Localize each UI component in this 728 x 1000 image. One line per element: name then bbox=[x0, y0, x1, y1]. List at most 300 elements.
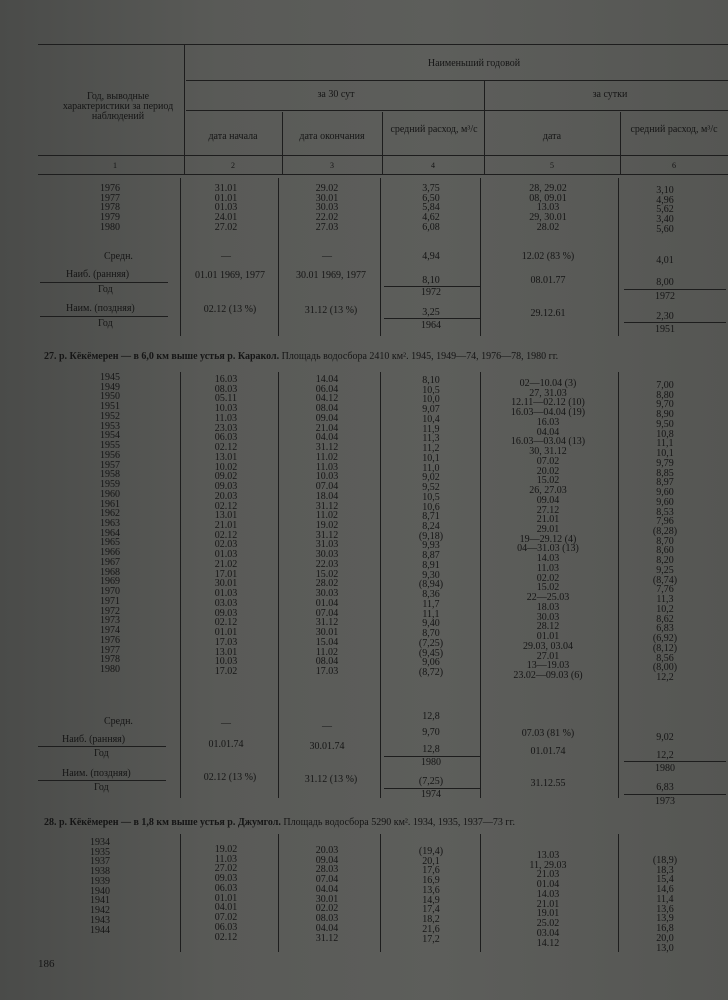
block1-min-label: Наим. (поздняя) bbox=[66, 303, 135, 314]
s27-years-cell: 1960 bbox=[100, 488, 120, 500]
s28-mean-flow-30 bbox=[396, 847, 466, 944]
column-rule bbox=[278, 834, 279, 952]
section-28-details: Площадь водосбора 5290 км². 1934, 1935, 1937—73 гг. bbox=[280, 817, 515, 828]
s27-mean-flow-30-cell: 10,6 bbox=[422, 501, 440, 513]
s28-years-cell: 1937 bbox=[90, 856, 110, 868]
s28-mean-flow-1-cell: 14,6 bbox=[656, 884, 674, 896]
column-rule bbox=[618, 372, 619, 798]
column-rule bbox=[480, 372, 481, 798]
s27-day-dates-cell: 13—19.03 bbox=[526, 660, 570, 672]
s28-years-cell: 1940 bbox=[90, 885, 110, 897]
s27-mean-flow-1-cell: 7,76 bbox=[656, 584, 674, 596]
header-main-label: Наименьший годовой bbox=[427, 58, 521, 69]
s28-day-dates bbox=[490, 851, 606, 948]
s27-years-cell: 1945 bbox=[100, 372, 120, 383]
s27-mean-flow-30-cell: 11,0 bbox=[422, 462, 440, 474]
block1-year-label-2: Год bbox=[98, 318, 113, 329]
s27-max-c4-year: 1980 bbox=[421, 757, 441, 768]
block1-start-dates-cell: 01.01 bbox=[214, 192, 238, 204]
s27-start-dates-cell: 02.12 bbox=[214, 442, 238, 454]
s27-min-label: Наим. (поздняя) bbox=[62, 768, 131, 779]
block1-min-c5: 29.12.61 bbox=[530, 308, 566, 319]
s27-max-c5: 01.01.74 bbox=[530, 746, 566, 757]
s27-years-cell: 1949 bbox=[100, 381, 120, 393]
block1-mean-flow-30-cell: 3,75 bbox=[422, 183, 440, 194]
s27-day-dates-cell: 04—31.03 (13) bbox=[517, 543, 579, 555]
header-col-3: дата окончания bbox=[299, 131, 365, 142]
s27-max-c6: 12,2 bbox=[656, 750, 674, 761]
block1-end-dates-cell: 22.02 bbox=[315, 212, 339, 224]
column-rule bbox=[180, 834, 181, 952]
s27-end-dates bbox=[292, 375, 362, 677]
block1-mean-flow-30-cell: 6,08 bbox=[422, 221, 440, 233]
s28-day-dates-cell: 21.01 bbox=[536, 898, 560, 910]
s27-day-dates-cell: 29.03, 03.04 bbox=[523, 640, 573, 652]
s28-start-dates-cell: 07.02 bbox=[214, 912, 238, 924]
block1-min-c4-year: 1964 bbox=[421, 320, 441, 331]
s27-mean-flow-30-cell: 11,9 bbox=[422, 423, 440, 435]
s27-mean-flow-1 bbox=[630, 381, 700, 683]
s27-day-dates-cell: 01.01 bbox=[536, 631, 560, 643]
s27-mean-flow-30-cell: 9,52 bbox=[422, 482, 440, 494]
header-rule bbox=[186, 80, 728, 81]
s27-years-cell: 1953 bbox=[100, 420, 120, 432]
s27-end-dates-cell: 31.12 bbox=[315, 442, 339, 454]
s27-mean-flow-1-cell: 7,96 bbox=[656, 516, 674, 528]
column-rule bbox=[480, 834, 481, 952]
s27-end-dates-cell: 21.04 bbox=[315, 422, 339, 434]
s27-mean-flow-30-cell: 8,70 bbox=[422, 628, 440, 640]
s27-end-dates-cell: 07.04 bbox=[315, 607, 339, 619]
s27-mean-flow-1-cell: 8,20 bbox=[656, 555, 674, 567]
s27-years-cell: 1955 bbox=[100, 440, 120, 452]
s27-min-c3: 31.12 (13 %) bbox=[304, 774, 358, 785]
s28-years-cell: 1934 bbox=[90, 837, 110, 848]
s27-years-cell: 1954 bbox=[100, 430, 120, 442]
s27-max-label: Наиб. (ранняя) bbox=[62, 734, 126, 745]
s28-end-dates bbox=[292, 846, 362, 943]
s28-mean-flow-1-cell: 18,3 bbox=[656, 864, 674, 876]
s27-mean-flow-1-cell: 11,3 bbox=[656, 594, 674, 606]
s27-mean-flow-1-cell: 8,80 bbox=[656, 389, 674, 401]
s27-day-dates-cell: 12.11—02.12 (10) bbox=[511, 397, 585, 409]
s27-start-dates bbox=[196, 375, 256, 677]
s27-end-dates-cell: 31.12 bbox=[315, 529, 339, 541]
s27-end-dates-cell: 22.03 bbox=[315, 558, 339, 570]
fraction-rule bbox=[384, 318, 480, 319]
col-number-1: 1 bbox=[113, 161, 117, 170]
s28-start-dates bbox=[196, 845, 256, 942]
s27-years-cell: 1959 bbox=[100, 479, 120, 491]
col-number-2: 2 bbox=[231, 161, 235, 170]
s27-mean-flow-30-cell: 10,4 bbox=[422, 413, 440, 425]
s27-start-dates-cell: 01.03 bbox=[214, 588, 238, 600]
s27-end-dates-cell: 14.04 bbox=[315, 374, 339, 385]
s27-end-dates-cell: 15.04 bbox=[315, 636, 339, 648]
s28-end-dates-cell: 28.03 bbox=[315, 864, 339, 876]
s27-years-cell: 1951 bbox=[100, 401, 120, 413]
s28-mean-flow-1-cell: 13,6 bbox=[656, 903, 674, 915]
s28-end-dates-cell: 31.12 bbox=[315, 932, 339, 944]
s28-start-dates-cell: 09.03 bbox=[214, 873, 238, 885]
column-rule bbox=[180, 372, 181, 798]
s28-day-dates-cell: 14.03 bbox=[536, 888, 560, 900]
section-27-details: Площадь водосбора 2410 км². 1945, 1949—74, 1976—78, 1980 гг. bbox=[279, 351, 559, 362]
block1-end-dates-cell: 30.03 bbox=[315, 202, 339, 214]
s28-mean-flow-30-cell: 16,9 bbox=[422, 875, 440, 887]
s27-min-c5: 31.12.55 bbox=[530, 778, 566, 789]
s27-end-dates-cell: 11.03 bbox=[315, 461, 339, 473]
section-27-heading: 27. р. Кёкёмерен — в 6,0 км выше устья р. Каракол. bbox=[44, 351, 280, 362]
s27-day-dates-cell: 27.12 bbox=[536, 504, 560, 516]
s28-mean-flow-30-cell: 17,6 bbox=[422, 865, 440, 877]
s27-mean-flow-30-cell: 10,5 bbox=[422, 384, 440, 396]
s27-years-cell: 1968 bbox=[100, 566, 120, 578]
s28-years-cell: 1938 bbox=[90, 866, 110, 878]
s27-day-dates-cell: 04.04 bbox=[536, 426, 560, 438]
s28-years bbox=[90, 838, 110, 935]
s27-day-dates-cell: 30, 31.12 bbox=[529, 446, 567, 458]
s27-avg-c4-extra: 12,8 bbox=[422, 711, 440, 722]
s27-day-dates-cell: 15.02 bbox=[536, 475, 560, 487]
s27-start-dates-cell: 09.03 bbox=[214, 607, 238, 619]
s28-mean-flow-1-cell: 20,0 bbox=[656, 932, 674, 944]
s27-end-dates-cell: 08.04 bbox=[315, 656, 339, 668]
s27-mean-flow-1-cell: 8,62 bbox=[656, 613, 674, 625]
s27-day-dates-cell: 07.02 bbox=[536, 455, 560, 467]
block1-start-dates-cell: 01.03 bbox=[214, 202, 238, 214]
s27-years-cell: 1980 bbox=[100, 664, 120, 676]
s27-mean-flow-30-cell: 11,3 bbox=[422, 433, 440, 445]
s27-mean-flow-1-cell: 6,83 bbox=[656, 623, 674, 635]
s28-end-dates-cell: 04.04 bbox=[315, 883, 339, 895]
block1-day-dates-cell: 08, 09.01 bbox=[529, 192, 567, 204]
s27-avg-c3: — bbox=[322, 721, 332, 732]
s27-avg-c2: — bbox=[221, 718, 231, 729]
block1-avg-c5: 12.02 (83 %) bbox=[521, 251, 575, 262]
column-rule bbox=[618, 178, 619, 336]
s28-day-dates-cell: 19.01 bbox=[536, 908, 560, 920]
s27-start-dates-cell: 17.02 bbox=[214, 666, 238, 678]
s27-mean-flow-1-cell: 9,70 bbox=[656, 399, 674, 411]
section-28-title bbox=[44, 817, 515, 828]
s27-end-dates-cell: 06.04 bbox=[315, 383, 339, 395]
s27-years-cell: 1962 bbox=[100, 508, 120, 520]
column-rule bbox=[278, 178, 279, 336]
s27-mean-flow-30-cell: (8,72) bbox=[418, 667, 444, 679]
s27-start-dates-cell: 17.01 bbox=[214, 568, 238, 580]
s28-day-dates-cell: 01.04 bbox=[536, 879, 560, 891]
s27-min-c4: (7,25) bbox=[418, 776, 444, 787]
s27-years-cell: 1950 bbox=[100, 391, 120, 403]
s27-mean-flow-1-cell: 9,79 bbox=[656, 457, 674, 469]
block1-start-dates bbox=[196, 184, 256, 233]
section-28-heading: 28. р. Кёкёмерен — в 1,8 км выше устья р. Джумгол. bbox=[44, 817, 281, 828]
s27-max-c3: 30.01.74 bbox=[309, 741, 345, 752]
s27-start-dates-cell: 01.01 bbox=[214, 627, 238, 639]
block1-avg-label: Средн. bbox=[104, 251, 133, 262]
block1-mean-flow-1-cell: 5,62 bbox=[656, 204, 674, 216]
block1-end-dates-cell: 27.03 bbox=[315, 221, 339, 233]
column-rule bbox=[278, 372, 279, 798]
column-rule bbox=[618, 834, 619, 952]
s27-day-dates-cell: 02.02 bbox=[536, 572, 560, 584]
s28-mean-flow-30-cell: 20,1 bbox=[422, 855, 440, 867]
block1-day-dates-cell: 28.02 bbox=[536, 221, 560, 233]
s27-min-c6: 6,83 bbox=[656, 782, 674, 793]
s28-years-cell: 1944 bbox=[90, 924, 110, 936]
s27-day-dates-cell: 23.02—09.03 (6) bbox=[513, 670, 583, 682]
s27-min-c4-year: 1974 bbox=[421, 789, 441, 800]
block1-day-dates-cell: 29, 30.01 bbox=[529, 212, 567, 224]
header-top-rule bbox=[38, 44, 728, 45]
s27-day-dates-cell: 28.12 bbox=[536, 621, 560, 633]
s27-end-dates-cell: 17.03 bbox=[315, 666, 339, 678]
s27-mean-flow-30-cell: 8,36 bbox=[422, 589, 440, 601]
s27-mean-flow-1-cell: 8,70 bbox=[656, 535, 674, 547]
block1-min-c6-year: 1951 bbox=[655, 324, 675, 335]
s27-min-c6-year: 1973 bbox=[655, 796, 675, 807]
block1-day-dates-cell: 13.03 bbox=[536, 202, 560, 214]
block1-max-label: Наиб. (ранняя) bbox=[66, 269, 130, 280]
s28-mean-flow-1-cell: 11,4 bbox=[656, 893, 674, 905]
label-rule bbox=[40, 316, 168, 317]
block1-min-c6: 2,30 bbox=[656, 311, 674, 322]
column-rule bbox=[380, 372, 381, 798]
s28-day-dates-cell: 25.02 bbox=[536, 918, 560, 930]
s28-mean-flow-30-cell: 14,9 bbox=[422, 894, 440, 906]
s27-mean-flow-30 bbox=[396, 376, 466, 678]
s27-years-cell: 1978 bbox=[100, 654, 120, 666]
s28-years-cell: 1942 bbox=[90, 905, 110, 917]
s27-years-cell: 1957 bbox=[100, 459, 120, 471]
s27-mean-flow-1-cell: (8,74) bbox=[652, 574, 678, 586]
s28-end-dates-cell: 20.03 bbox=[315, 845, 339, 856]
block1-max-c6: 8,00 bbox=[656, 277, 674, 288]
s27-mean-flow-1-cell: 8,97 bbox=[656, 477, 674, 489]
s28-start-dates-cell: 06.03 bbox=[214, 921, 238, 933]
s27-start-dates-cell: 16.03 bbox=[214, 374, 238, 385]
s28-end-dates-cell: 04.04 bbox=[315, 922, 339, 934]
block1-day-dates bbox=[490, 184, 606, 233]
s27-mean-flow-1-cell: 8,56 bbox=[656, 652, 674, 664]
col-number-4: 4 bbox=[431, 161, 435, 170]
block1-max-c2: 01.01 1969, 1977 bbox=[195, 270, 265, 281]
s27-year-label: Год bbox=[94, 748, 109, 759]
header-col-5: дата bbox=[542, 131, 562, 142]
block1-min-c4: 3,25 bbox=[422, 307, 440, 318]
s27-end-dates-cell: 19.02 bbox=[315, 520, 339, 532]
s27-start-dates-cell: 23.03 bbox=[214, 422, 238, 434]
s27-mean-flow-30-cell: 11,1 bbox=[422, 608, 440, 620]
fraction-rule bbox=[624, 761, 726, 762]
s27-years-cell: 1963 bbox=[100, 518, 120, 530]
s27-mean-flow-30-cell: 10,1 bbox=[422, 452, 440, 464]
block1-start-dates-cell: 31.01 bbox=[214, 183, 238, 194]
s28-end-dates-cell: 08.03 bbox=[315, 913, 339, 925]
s27-day-dates-cell: 21.01 bbox=[536, 514, 560, 526]
s28-mean-flow-30-cell: (19,4) bbox=[418, 846, 444, 857]
s27-years-cell: 1952 bbox=[100, 410, 120, 422]
s27-years bbox=[100, 373, 120, 675]
block1-avg-c4: 4,94 bbox=[422, 251, 440, 262]
s27-start-dates-cell: 21.02 bbox=[214, 558, 238, 570]
s28-end-dates-cell: 07.04 bbox=[315, 874, 339, 886]
s27-years-cell: 1971 bbox=[100, 595, 120, 607]
s28-end-dates-cell: 09.04 bbox=[315, 854, 339, 866]
s28-mean-flow-1-cell: (18,9) bbox=[652, 855, 678, 866]
s28-end-dates-cell: 30.01 bbox=[315, 893, 339, 905]
s28-start-dates-cell: 04.01 bbox=[214, 902, 238, 914]
s27-start-dates-cell: 10.03 bbox=[214, 403, 238, 415]
s27-day-dates-cell: 26, 27.03 bbox=[529, 485, 567, 497]
s28-end-dates-cell: 02.02 bbox=[315, 903, 339, 915]
block1-mean-flow-30 bbox=[396, 184, 466, 233]
s28-start-dates-cell: 01.01 bbox=[214, 892, 238, 904]
s27-start-dates-cell: 13.01 bbox=[214, 646, 238, 658]
s27-mean-flow-1-cell: (8,00) bbox=[652, 662, 678, 674]
page-number: 186 bbox=[38, 958, 55, 970]
s28-start-dates-cell: 02.12 bbox=[214, 931, 238, 943]
s28-day-dates-cell: 21.03 bbox=[536, 869, 560, 881]
s27-years-cell: 1977 bbox=[100, 644, 120, 656]
s27-start-dates-cell: 09.03 bbox=[214, 481, 238, 493]
header-col-4: средний расход, м³/с bbox=[390, 124, 478, 135]
s27-years-cell: 1964 bbox=[100, 527, 120, 539]
block1-years bbox=[100, 184, 120, 233]
s27-end-dates-cell: 30.03 bbox=[315, 588, 339, 600]
s27-start-dates-cell: 30.01 bbox=[214, 578, 238, 590]
s27-end-dates-cell: 11.02 bbox=[315, 646, 339, 658]
header-group-30: за 30 сут bbox=[317, 89, 355, 100]
s27-start-dates-cell: 09.02 bbox=[214, 471, 238, 483]
s27-mean-flow-30-cell: 8,91 bbox=[422, 559, 440, 571]
block1-mean-flow-1-cell: 3,10 bbox=[656, 185, 674, 196]
block1-avg-c6: 4,01 bbox=[656, 255, 674, 266]
s27-day-dates-cell: 30.03 bbox=[536, 611, 560, 623]
column-rule bbox=[380, 834, 381, 952]
s27-end-dates-cell: 15.02 bbox=[315, 568, 339, 580]
block1-mean-flow-1 bbox=[630, 186, 700, 235]
s28-day-dates-cell: 03.04 bbox=[536, 927, 560, 939]
s27-avg-label: Средн. bbox=[104, 716, 133, 727]
s27-start-dates-cell: 08.03 bbox=[214, 383, 238, 395]
s28-years-cell: 1935 bbox=[90, 846, 110, 858]
s27-mean-flow-30-cell: 11,2 bbox=[422, 443, 440, 455]
s27-year-label-2: Год bbox=[94, 782, 109, 793]
s27-mean-flow-1-cell: 8,60 bbox=[656, 545, 674, 557]
s27-mean-flow-1-cell: 9,50 bbox=[656, 418, 674, 430]
s27-day-dates-cell: 18.03 bbox=[536, 601, 560, 613]
s27-day-dates-cell: 19—29.12 (4) bbox=[519, 533, 577, 545]
s27-day-dates-cell: 15.02 bbox=[536, 582, 560, 594]
column-rule bbox=[480, 178, 481, 336]
block1-year-label: Год bbox=[98, 284, 113, 295]
s27-years-cell: 1970 bbox=[100, 586, 120, 598]
column-rule bbox=[380, 178, 381, 336]
s28-mean-flow-1 bbox=[630, 856, 700, 953]
s28-mean-flow-30-cell: 17,4 bbox=[422, 904, 440, 916]
header-col-2: дата начала bbox=[208, 131, 258, 142]
s27-min-c2: 02.12 (13 %) bbox=[203, 772, 257, 783]
s27-mean-flow-30-cell: (9,45) bbox=[418, 647, 444, 659]
s27-mean-flow-1-cell: 10,8 bbox=[656, 428, 674, 440]
block1-max-c6-year: 1972 bbox=[655, 291, 675, 302]
col-number-3: 3 bbox=[330, 161, 334, 170]
s27-start-dates-cell: 02.03 bbox=[214, 539, 238, 551]
s27-years-cell: 1973 bbox=[100, 615, 120, 627]
header-group-1: за сутки bbox=[592, 89, 628, 100]
s27-day-dates-cell: 29.01 bbox=[536, 524, 560, 536]
s27-max-c4: 12,8 bbox=[422, 744, 440, 755]
header-col-6: средний расход, м³/с bbox=[630, 124, 718, 135]
s27-years-cell: 1958 bbox=[100, 469, 120, 481]
column-rule bbox=[180, 178, 181, 336]
s28-mean-flow-30-cell: 18,2 bbox=[422, 914, 440, 926]
s27-max-c2: 01.01.74 bbox=[208, 739, 244, 750]
s27-mean-flow-1-cell: (8,28) bbox=[652, 526, 678, 538]
s27-day-dates-cell: 16.03—04.04 (19) bbox=[510, 407, 586, 419]
label-rule bbox=[38, 780, 166, 781]
fraction-rule bbox=[624, 794, 726, 795]
s27-years-cell: 1956 bbox=[100, 449, 120, 461]
s27-end-dates-cell: 10.03 bbox=[315, 471, 339, 483]
block1-mean-flow-30-cell: 5,84 bbox=[422, 202, 440, 214]
s27-end-dates-cell: 04.04 bbox=[315, 432, 339, 444]
s27-years-cell: 1972 bbox=[100, 605, 120, 617]
s27-mean-flow-1-cell: 9,60 bbox=[656, 487, 674, 499]
s27-day-dates-cell: 27, 31.03 bbox=[529, 387, 567, 399]
block1-day-dates-cell: 28, 29.02 bbox=[529, 183, 567, 194]
s27-start-dates-cell: 06.03 bbox=[214, 432, 238, 444]
s27-mean-flow-30-cell: (8,94) bbox=[418, 579, 444, 591]
block1-mean-flow-30-cell: 6,50 bbox=[422, 192, 440, 204]
s27-mean-flow-30-cell: 8,24 bbox=[422, 521, 440, 533]
label-rule bbox=[38, 746, 166, 747]
s28-start-dates-cell: 11.03 bbox=[214, 853, 238, 865]
block1-min-c3: 31.12 (13 %) bbox=[304, 305, 358, 316]
block1-avg-c2: — bbox=[221, 251, 231, 262]
s27-start-dates-cell: 10.03 bbox=[214, 656, 238, 668]
block1-min-c2: 02.12 (13 %) bbox=[203, 304, 257, 315]
s27-mean-flow-30-cell: (9,18) bbox=[418, 530, 444, 542]
s27-start-dates-cell: 01.03 bbox=[214, 549, 238, 561]
s27-mean-flow-1-cell: 9,25 bbox=[656, 564, 674, 576]
s27-mean-flow-30-cell: 8,87 bbox=[422, 550, 440, 562]
s27-mean-flow-30-cell: 9,07 bbox=[422, 404, 440, 416]
s28-years-cell: 1939 bbox=[90, 875, 110, 887]
s28-mean-flow-1-cell: 15,4 bbox=[656, 874, 674, 886]
s27-mean-flow-30-cell: 11,7 bbox=[422, 598, 440, 610]
block1-years-cell: 1979 bbox=[100, 212, 120, 224]
s27-end-dates-cell: 01.04 bbox=[315, 597, 339, 609]
block1-years-cell: 1977 bbox=[100, 192, 120, 204]
s27-mean-flow-1-cell: 12,2 bbox=[656, 672, 674, 684]
s27-start-dates-cell: 13.01 bbox=[214, 510, 238, 522]
s27-start-dates-cell: 02.12 bbox=[214, 529, 238, 541]
s27-mean-flow-30-cell: 8,71 bbox=[422, 511, 440, 523]
block1-mean-flow-1-cell: 3,40 bbox=[656, 214, 674, 226]
s27-years-cell: 1974 bbox=[100, 625, 120, 637]
col-number-6: 6 bbox=[672, 161, 676, 170]
s27-mean-flow-30-cell: 9,02 bbox=[422, 472, 440, 484]
s27-max-c6-year: 1980 bbox=[655, 763, 675, 774]
block1-mean-flow-30-cell: 4,62 bbox=[422, 212, 440, 224]
header-left-label: Год, выводные характеристики за период наблюдений bbox=[62, 91, 174, 122]
s27-end-dates-cell: 30.01 bbox=[315, 627, 339, 639]
s27-years-cell: 1965 bbox=[100, 537, 120, 549]
block1-start-dates-cell: 27.02 bbox=[214, 221, 238, 233]
